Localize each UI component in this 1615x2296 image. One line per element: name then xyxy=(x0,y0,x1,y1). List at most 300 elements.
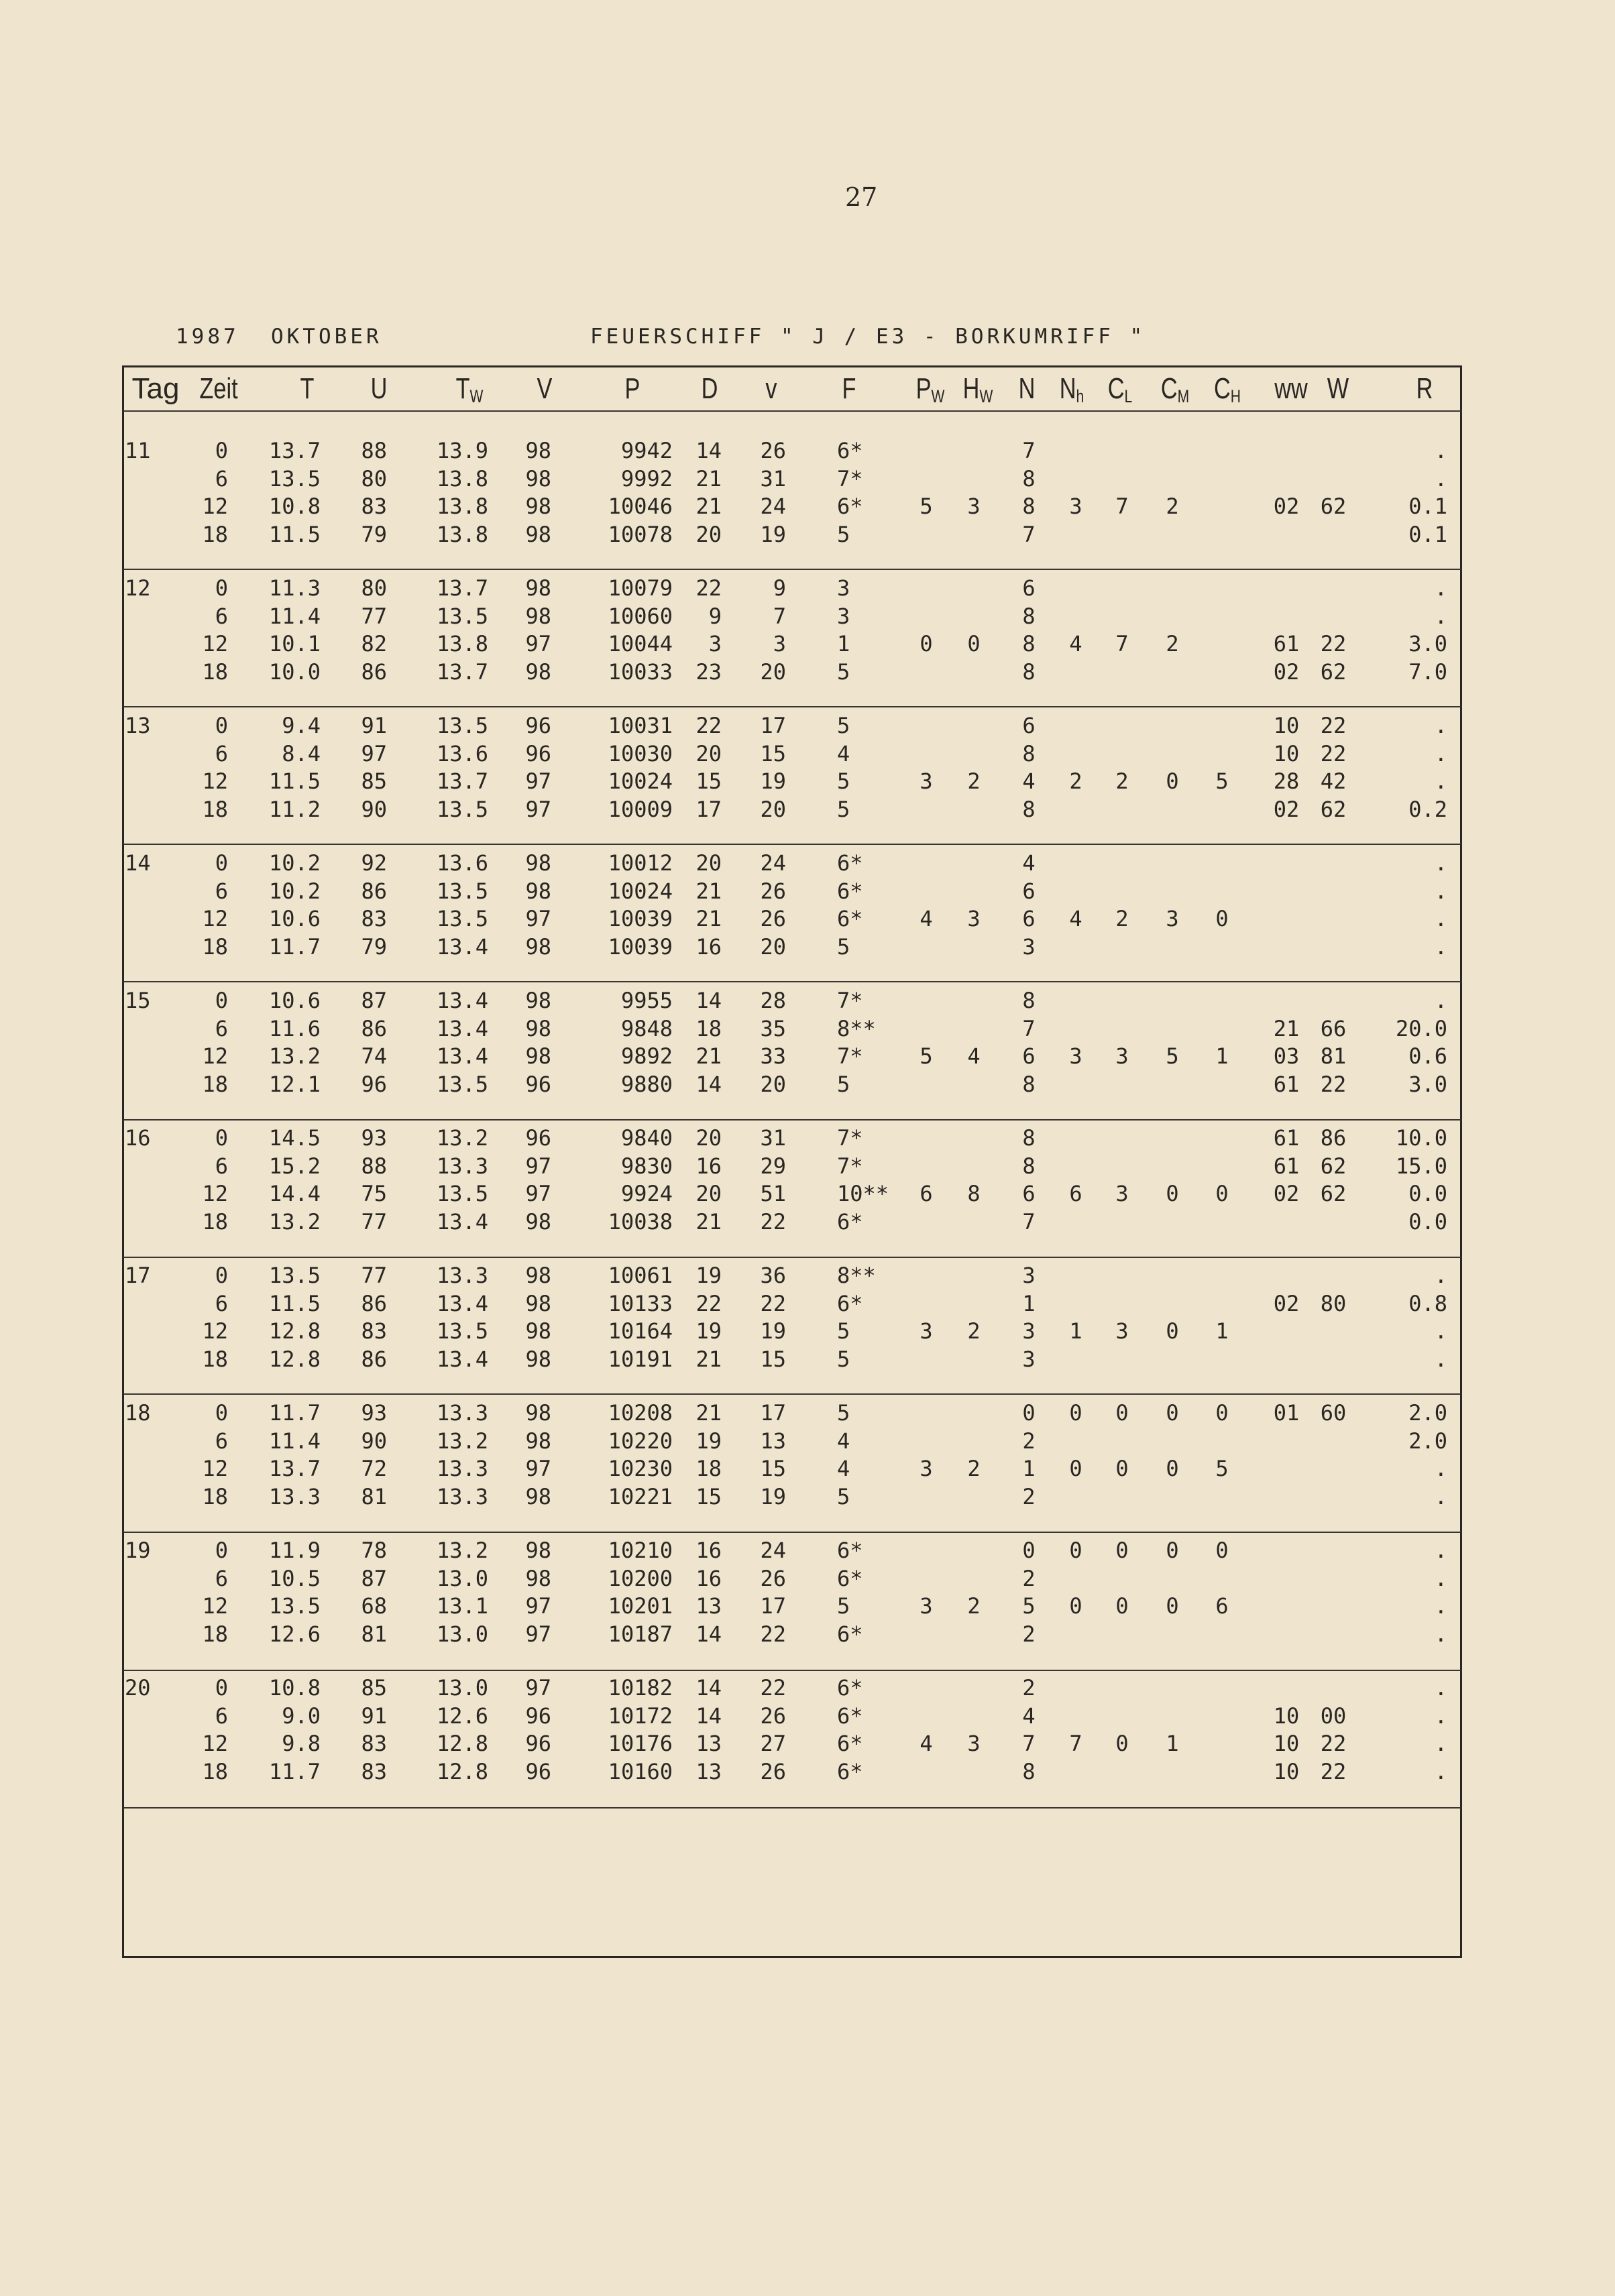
cell-r: . xyxy=(1434,850,1447,876)
cell-cm: 0 xyxy=(1166,1593,1179,1619)
cell-vv: 17 xyxy=(760,1593,786,1619)
cell-tw: 13.3 xyxy=(436,1153,488,1179)
cell-ww: 10 xyxy=(1273,1703,1300,1729)
cell-v: 98 xyxy=(525,521,551,547)
cell-r: . xyxy=(1434,1538,1447,1563)
cell-ww: 02 xyxy=(1273,1181,1300,1206)
cell-t: 11.5 xyxy=(268,1290,321,1316)
cell-u: 97 xyxy=(361,740,387,766)
cell-nh: 4 xyxy=(1069,906,1082,931)
cell-v: 97 xyxy=(525,1675,551,1701)
cell-vv: 19 xyxy=(760,1318,786,1344)
cell-t: 10.6 xyxy=(268,988,321,1013)
cell-f: 7* xyxy=(837,988,863,1013)
cell-t: 13.3 xyxy=(268,1483,321,1509)
cell-v: 98 xyxy=(525,850,551,876)
cell-hw: 8 xyxy=(967,1181,981,1206)
cell-r: 15.0 xyxy=(1395,1153,1447,1179)
cell-v: 98 xyxy=(525,1043,551,1069)
cell-u: 87 xyxy=(361,988,387,1013)
cell-tw: 13.5 xyxy=(436,1318,488,1344)
cell-f: 5 xyxy=(837,933,850,960)
cell-zeit: 6 xyxy=(215,465,228,492)
cell-zeit: 12 xyxy=(202,1043,228,1069)
cell-n: 8 xyxy=(1022,1758,1036,1784)
cell-ww: 28 xyxy=(1273,768,1300,794)
cell-cm: 0 xyxy=(1166,768,1179,794)
cell-f: 8** xyxy=(837,1015,876,1041)
cell-tw: 13.3 xyxy=(436,1400,488,1426)
cell-u: 78 xyxy=(361,1538,387,1563)
cell-tw: 13.5 xyxy=(436,713,488,738)
cell-tw: 13.7 xyxy=(436,575,488,601)
cell-r: . xyxy=(1434,603,1447,629)
cell-v: 96 xyxy=(525,1758,551,1784)
cell-p: 10024 xyxy=(608,768,673,794)
cell-zeit: 0 xyxy=(215,575,228,601)
cell-f: 6* xyxy=(837,1703,863,1729)
cell-u: 88 xyxy=(361,1153,387,1179)
cell-t: 9.4 xyxy=(282,713,321,738)
cell-nh: 0 xyxy=(1069,1400,1082,1426)
cell-u: 83 xyxy=(361,906,387,931)
cell-r: . xyxy=(1434,740,1447,766)
cell-zeit: 0 xyxy=(215,850,228,876)
cell-cl: 3 xyxy=(1115,1043,1129,1069)
cell-t: 11.7 xyxy=(268,1400,321,1426)
cell-f: 5 xyxy=(837,796,850,822)
cell-nh: 0 xyxy=(1069,1593,1082,1619)
cell-v: 98 xyxy=(525,1015,551,1041)
cell-f: 6* xyxy=(837,1731,863,1756)
day-divider xyxy=(123,1257,1461,1258)
cell-vv: 20 xyxy=(760,933,786,960)
cell-vv: 33 xyxy=(760,1043,786,1069)
cell-w: 22 xyxy=(1320,713,1347,738)
day-tag: 15 xyxy=(125,988,151,1013)
cell-r: 3.0 xyxy=(1408,1071,1447,1097)
cell-ww: 61 xyxy=(1273,1125,1300,1151)
cell-zeit: 6 xyxy=(215,603,228,629)
day-divider xyxy=(123,844,1461,845)
cell-r: 7.0 xyxy=(1408,658,1447,685)
cell-f: 8** xyxy=(837,1263,876,1288)
cell-t: 10.8 xyxy=(268,1675,321,1701)
cell-d: 19 xyxy=(695,1263,722,1288)
cell-vv: 28 xyxy=(760,988,786,1013)
cell-t: 8.4 xyxy=(282,740,321,766)
cell-tw: 13.6 xyxy=(436,740,488,766)
cell-v: 98 xyxy=(525,438,551,463)
cell-u: 83 xyxy=(361,1318,387,1344)
cell-u: 83 xyxy=(361,1731,387,1756)
cell-n: 3 xyxy=(1022,1263,1036,1288)
cell-v: 98 xyxy=(525,1538,551,1563)
cell-n: 8 xyxy=(1022,796,1036,822)
cell-tw: 13.5 xyxy=(436,1071,488,1097)
cell-tw: 13.7 xyxy=(436,658,488,685)
cell-tw: 13.6 xyxy=(436,850,488,876)
cell-d: 14 xyxy=(695,1675,722,1701)
cell-t: 10.8 xyxy=(268,494,321,519)
cell-hw: 3 xyxy=(967,494,981,519)
cell-cl: 0 xyxy=(1115,1593,1129,1619)
cell-d: 16 xyxy=(695,933,722,960)
cell-tw: 13.3 xyxy=(436,1483,488,1509)
cell-f: 5 xyxy=(837,1071,850,1097)
cell-f: 6* xyxy=(837,1565,863,1591)
cell-u: 92 xyxy=(361,850,387,876)
day-divider xyxy=(123,981,1461,982)
cell-cl: 7 xyxy=(1115,494,1129,519)
cell-vv: 26 xyxy=(760,878,786,904)
cell-vv: 13 xyxy=(760,1428,786,1454)
cell-d: 13 xyxy=(695,1593,722,1619)
cell-f: 5 xyxy=(837,658,850,685)
cell-tw: 13.7 xyxy=(436,768,488,794)
cell-zeit: 0 xyxy=(215,1538,228,1563)
cell-u: 90 xyxy=(361,796,387,822)
cell-t: 10.0 xyxy=(268,658,321,685)
cell-v: 96 xyxy=(525,740,551,766)
day-tag: 13 xyxy=(125,713,151,738)
cell-zeit: 18 xyxy=(202,1483,228,1509)
cell-tw: 12.8 xyxy=(436,1758,488,1784)
cell-r: . xyxy=(1434,768,1447,794)
cell-t: 11.4 xyxy=(268,603,321,629)
cell-f: 5 xyxy=(837,1318,850,1344)
cell-ww: 10 xyxy=(1273,1758,1300,1784)
cell-n: 4 xyxy=(1022,768,1036,794)
cell-t: 11.3 xyxy=(268,575,321,601)
cell-f: 5 xyxy=(837,521,850,547)
cell-p: 9840 xyxy=(620,1125,673,1151)
cell-tw: 13.5 xyxy=(436,796,488,822)
cell-p: 9992 xyxy=(620,465,673,492)
cell-u: 86 xyxy=(361,878,387,904)
cell-vv: 27 xyxy=(760,1731,786,1756)
col-header-tw: $T_W$ xyxy=(455,372,484,406)
cell-tw: 13.0 xyxy=(436,1675,488,1701)
cell-p: 10039 xyxy=(608,906,673,931)
cell-ch: 0 xyxy=(1215,1181,1229,1206)
cell-pw: 3 xyxy=(920,1456,933,1481)
cell-tw: 12.8 xyxy=(436,1731,488,1756)
cell-f: 4 xyxy=(837,740,850,766)
col-header-pw: $P_W$ xyxy=(915,372,945,406)
cell-cm: 3 xyxy=(1166,906,1179,931)
cell-ww: 02 xyxy=(1273,494,1300,519)
cell-u: 75 xyxy=(361,1181,387,1206)
cell-v: 98 xyxy=(525,658,551,685)
cell-ch: 0 xyxy=(1215,1400,1229,1426)
cell-r: . xyxy=(1434,465,1447,492)
cell-d: 14 xyxy=(695,988,722,1013)
col-header-ww: ww xyxy=(1274,372,1308,405)
cell-zeit: 18 xyxy=(202,1208,228,1235)
cell-p: 10133 xyxy=(608,1290,673,1316)
cell-d: 13 xyxy=(695,1731,722,1756)
cell-u: 77 xyxy=(361,1263,387,1288)
cell-n: 1 xyxy=(1022,1456,1036,1481)
cell-vv: 24 xyxy=(760,850,786,876)
cell-vv: 15 xyxy=(760,1456,786,1481)
cell-p: 9924 xyxy=(620,1181,673,1206)
cell-ch: 6 xyxy=(1215,1593,1229,1619)
cell-n: 4 xyxy=(1022,850,1036,876)
cell-zeit: 0 xyxy=(215,1400,228,1426)
cell-cm: 1 xyxy=(1166,1731,1179,1756)
cell-u: 87 xyxy=(361,1565,387,1591)
cell-f: 5 xyxy=(837,713,850,738)
cell-vv: 15 xyxy=(760,740,786,766)
cell-vv: 9 xyxy=(773,575,786,601)
cell-r: . xyxy=(1434,1758,1447,1784)
cell-t: 12.6 xyxy=(268,1621,321,1647)
cell-f: 6* xyxy=(837,1758,863,1784)
cell-n: 0 xyxy=(1022,1538,1036,1563)
cell-w: 22 xyxy=(1320,1731,1347,1756)
cell-p: 9955 xyxy=(620,988,673,1013)
cell-d: 16 xyxy=(695,1153,722,1179)
cell-r: 0.0 xyxy=(1408,1181,1447,1206)
cell-tw: 13.2 xyxy=(436,1428,488,1454)
cell-f: 6* xyxy=(837,1208,863,1235)
col-header-tag: Tag xyxy=(131,372,180,405)
cell-v: 98 xyxy=(525,1346,551,1372)
cell-zeit: 6 xyxy=(215,1015,228,1041)
cell-cl: 3 xyxy=(1115,1318,1129,1344)
cell-zeit: 6 xyxy=(215,1428,228,1454)
cell-nh: 7 xyxy=(1069,1731,1082,1756)
cell-t: 11.4 xyxy=(268,1428,321,1454)
cell-zeit: 18 xyxy=(202,658,228,685)
cell-p: 9830 xyxy=(620,1153,673,1179)
cell-ww: 61 xyxy=(1273,631,1300,656)
cell-vv: 7 xyxy=(773,603,786,629)
col-header-cm: $C_M$ xyxy=(1160,372,1190,406)
cell-p: 10038 xyxy=(608,1208,673,1235)
cell-t: 13.5 xyxy=(268,465,321,492)
cell-zeit: 0 xyxy=(215,1263,228,1288)
cell-d: 21 xyxy=(695,494,722,519)
cell-p: 10221 xyxy=(608,1483,673,1509)
cell-t: 12.8 xyxy=(268,1318,321,1344)
cell-u: 85 xyxy=(361,1675,387,1701)
cell-d: 20 xyxy=(695,521,722,547)
cell-cm: 2 xyxy=(1166,631,1179,656)
cell-vv: 15 xyxy=(760,1346,786,1372)
cell-ww: 10 xyxy=(1273,713,1300,738)
cell-zeit: 18 xyxy=(202,796,228,822)
cell-v: 97 xyxy=(525,1621,551,1647)
cell-d: 22 xyxy=(695,713,722,738)
cell-r: 0.1 xyxy=(1408,521,1447,547)
cell-pw: 4 xyxy=(920,1731,933,1756)
cell-n: 2 xyxy=(1022,1483,1036,1509)
cell-zeit: 12 xyxy=(202,906,228,931)
cell-vv: 22 xyxy=(760,1621,786,1647)
cell-p: 10230 xyxy=(608,1456,673,1481)
cell-tw: 13.3 xyxy=(436,1456,488,1481)
cell-pw: 3 xyxy=(920,1318,933,1344)
cell-f: 6* xyxy=(837,1621,863,1647)
cell-d: 23 xyxy=(695,658,722,685)
cell-d: 18 xyxy=(695,1015,722,1041)
data-table-frame xyxy=(122,365,1462,1958)
cell-t: 12.8 xyxy=(268,1346,321,1372)
cell-f: 5 xyxy=(837,1593,850,1619)
cell-vv: 19 xyxy=(760,521,786,547)
cell-d: 17 xyxy=(695,796,722,822)
cell-v: 98 xyxy=(525,575,551,601)
cell-vv: 22 xyxy=(760,1675,786,1701)
cell-w: 00 xyxy=(1320,1703,1347,1729)
cell-f: 7* xyxy=(837,1043,863,1069)
cell-vv: 26 xyxy=(760,438,786,463)
cell-v: 98 xyxy=(525,494,551,519)
cell-w: 62 xyxy=(1320,796,1347,822)
cell-cl: 0 xyxy=(1115,1400,1129,1426)
col-header-hw: $H_W$ xyxy=(962,372,993,406)
cell-r: . xyxy=(1434,1565,1447,1591)
cell-w: 22 xyxy=(1320,1758,1347,1784)
cell-n: 3 xyxy=(1022,1318,1036,1344)
cell-n: 6 xyxy=(1022,1181,1036,1206)
cell-v: 98 xyxy=(525,1318,551,1344)
cell-v: 98 xyxy=(525,1208,551,1235)
cell-n: 8 xyxy=(1022,1071,1036,1097)
cell-d: 14 xyxy=(695,438,722,463)
cell-p: 10182 xyxy=(608,1675,673,1701)
cell-u: 85 xyxy=(361,768,387,794)
cell-ch: 5 xyxy=(1215,1456,1229,1481)
cell-cm: 0 xyxy=(1166,1181,1179,1206)
cell-tw: 13.3 xyxy=(436,1263,488,1288)
cell-zeit: 0 xyxy=(215,1125,228,1151)
cell-f: 5 xyxy=(837,1400,850,1426)
cell-f: 6* xyxy=(837,494,863,519)
cell-ch: 1 xyxy=(1215,1043,1229,1069)
cell-v: 98 xyxy=(525,1263,551,1288)
cell-hw: 3 xyxy=(967,1731,981,1756)
cell-r: . xyxy=(1434,1456,1447,1481)
cell-n: 2 xyxy=(1022,1621,1036,1647)
cell-ww: 10 xyxy=(1273,1731,1300,1756)
cell-t: 10.2 xyxy=(268,850,321,876)
cell-d: 21 xyxy=(695,1400,722,1426)
cell-f: 10** xyxy=(837,1181,889,1206)
cell-cm: 0 xyxy=(1166,1318,1179,1344)
cell-zeit: 18 xyxy=(202,1621,228,1647)
cell-p: 10176 xyxy=(608,1731,673,1756)
cell-d: 20 xyxy=(695,740,722,766)
header-ship-title: FEUERSCHIFF " J / E3 - BORKUMRIFF " xyxy=(590,325,1146,349)
col-header-d: D xyxy=(701,372,718,405)
cell-ch: 5 xyxy=(1215,768,1229,794)
cell-vv: 22 xyxy=(760,1208,786,1235)
cell-tw: 13.8 xyxy=(436,465,488,492)
cell-hw: 2 xyxy=(967,1593,981,1619)
cell-t: 13.7 xyxy=(268,438,321,463)
cell-cl: 0 xyxy=(1115,1456,1129,1481)
cell-f: 3 xyxy=(837,603,850,629)
cell-u: 80 xyxy=(361,575,387,601)
col-header-u: U xyxy=(370,372,388,405)
cell-tw: 13.5 xyxy=(436,878,488,904)
cell-u: 93 xyxy=(361,1400,387,1426)
cell-vv: 51 xyxy=(760,1181,786,1206)
cell-v: 97 xyxy=(525,1456,551,1481)
cell-n: 6 xyxy=(1022,1043,1036,1069)
cell-cm: 0 xyxy=(1166,1538,1179,1563)
cell-nh: 4 xyxy=(1069,631,1082,656)
cell-w: 86 xyxy=(1320,1125,1347,1151)
cell-zeit: 6 xyxy=(215,1703,228,1729)
cell-u: 81 xyxy=(361,1621,387,1647)
cell-v: 97 xyxy=(525,906,551,931)
cell-v: 98 xyxy=(525,878,551,904)
cell-nh: 2 xyxy=(1069,768,1082,794)
cell-tw: 13.4 xyxy=(436,1208,488,1235)
cell-r: 2.0 xyxy=(1408,1428,1447,1454)
cell-hw: 4 xyxy=(967,1043,981,1069)
cell-zeit: 18 xyxy=(202,1758,228,1784)
cell-v: 98 xyxy=(525,465,551,492)
cell-vv: 3 xyxy=(773,631,786,656)
cell-t: 13.5 xyxy=(268,1263,321,1288)
cell-f: 7* xyxy=(837,465,863,492)
cell-zeit: 0 xyxy=(215,988,228,1013)
cell-u: 77 xyxy=(361,1208,387,1235)
cell-p: 9848 xyxy=(620,1015,673,1041)
cell-d: 16 xyxy=(695,1565,722,1591)
cell-u: 96 xyxy=(361,1071,387,1097)
cell-p: 10200 xyxy=(608,1565,673,1591)
day-tag: 11 xyxy=(125,438,151,463)
cell-d: 9 xyxy=(708,603,722,629)
cell-vv: 22 xyxy=(760,1290,786,1316)
cell-r: 20.0 xyxy=(1395,1015,1447,1041)
cell-zeit: 12 xyxy=(202,1318,228,1344)
cell-f: 5 xyxy=(837,1483,850,1509)
cell-d: 15 xyxy=(695,768,722,794)
cell-v: 96 xyxy=(525,713,551,738)
cell-w: 81 xyxy=(1320,1043,1347,1069)
cell-n: 7 xyxy=(1022,438,1036,463)
col-header-w: W xyxy=(1327,372,1349,405)
day-tag: 20 xyxy=(125,1675,151,1701)
cell-pw: 5 xyxy=(920,1043,933,1069)
cell-zeit: 12 xyxy=(202,1593,228,1619)
cell-ww: 02 xyxy=(1273,658,1300,685)
cell-w: 22 xyxy=(1320,631,1347,656)
day-tag: 18 xyxy=(125,1400,151,1426)
cell-u: 91 xyxy=(361,713,387,738)
cell-w: 80 xyxy=(1320,1290,1347,1316)
cell-vv: 36 xyxy=(760,1263,786,1288)
cell-cl: 0 xyxy=(1115,1731,1129,1756)
cell-p: 10046 xyxy=(608,494,673,519)
day-divider xyxy=(123,1532,1461,1533)
cell-u: 88 xyxy=(361,438,387,463)
cell-r: 0.0 xyxy=(1408,1208,1447,1235)
cell-n: 7 xyxy=(1022,1208,1036,1235)
cell-d: 3 xyxy=(708,631,722,656)
cell-zeit: 6 xyxy=(215,878,228,904)
cell-u: 79 xyxy=(361,933,387,960)
cell-f: 6* xyxy=(837,850,863,876)
